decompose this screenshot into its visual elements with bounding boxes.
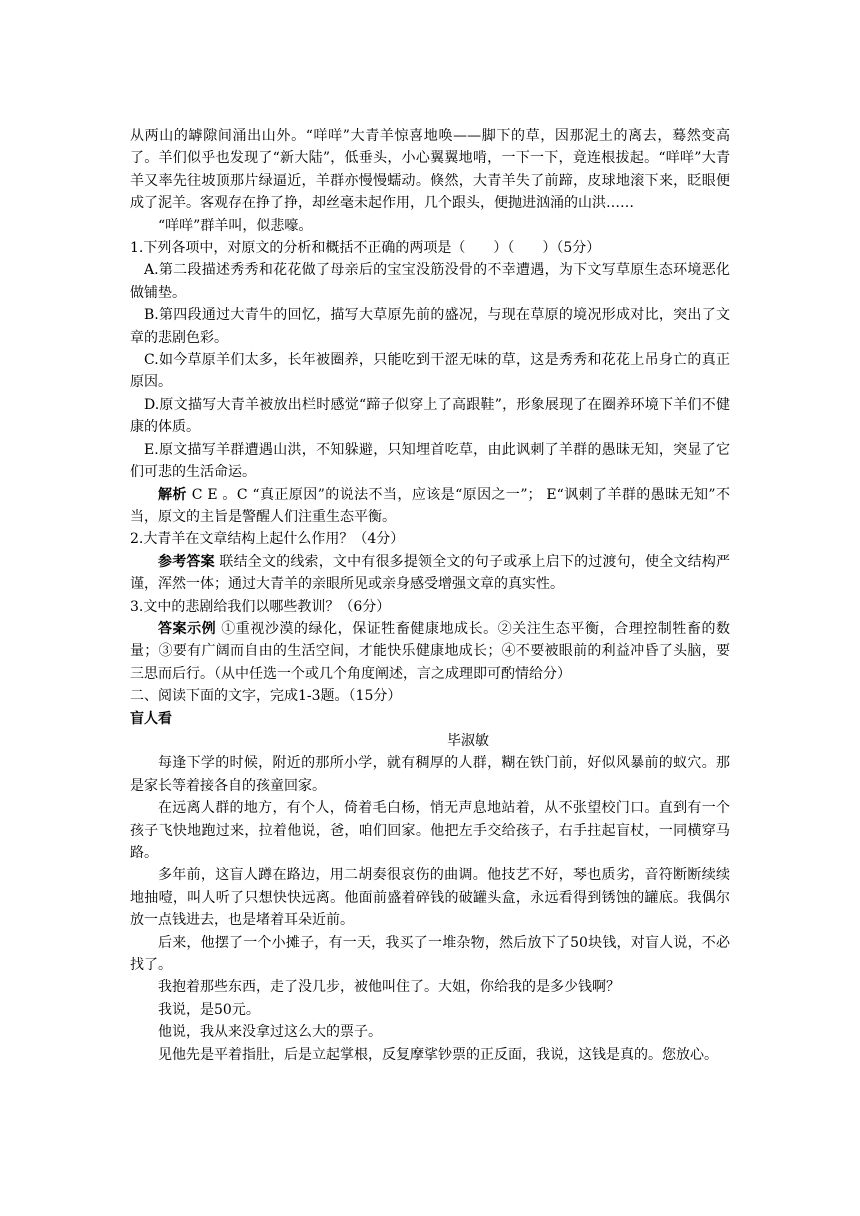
answer-label: 参考答案 [158,553,215,570]
article-author: 毕淑敏 [447,732,489,749]
question-1-option-e: E.原文描写羊群遭遇山洪，不知躲避，只知埋首吃草，由此讽刺了羊群的愚昧无知，突显了它们可悲的生活命运。 [130,441,730,481]
question-2-answer [130,551,730,596]
question-1-answer [130,484,730,529]
article-paragraph: 我说，是50元。 [158,1001,260,1018]
answer-label: 解析 [158,486,187,503]
section-2-heading: 二、阅读下面的文字，完成1-3题。（15分） [130,688,402,705]
document-page [130,125,730,1066]
question-1-option-c: C.如今草原羊们太多，长年被圈养，只能吃到干涩无味的草，这是秀秀和花花上吊身亡的真正原因。 [130,352,730,391]
passage-last-line: “咩咩”群羊叫，似悲嚎。 [158,217,313,234]
question-1-option-a: A.第二段描述秀秀和花花做了母亲后的宝宝没筋没骨的不幸遭遇，为下文写草原生态环境恶化做铺垫。 [130,262,730,301]
article-paragraph: 后来，他摆了一个小摊子，有一天，我买了一堆杂物，然后放下了50块钱，对盲人说，不必找了。 [130,934,730,974]
article-paragraph: 每逢下学的时候，附近的那所小学，就有稠厚的人群，糊在铁门前，好似风暴前的蚁穴。那是家长等着接各自的孩童回家。 [130,755,730,794]
article-paragraph: 多年前，这盲人蹲在路边，用二胡奏很哀伤的曲调。他技艺不好，琴也质劣，音符断断续续地抽噎，叫人听了只想快快远离。他面前盛着碎钱的破罐头盒，永远看得到锈蚀的罐底。我偶尔放一点钱进去，也是堵着耳朵近前。 [130,867,730,929]
question-3-stem: 3.文中的悲剧给我们以哪些教训？（6分） [130,598,391,615]
article-paragraph: 我抱着那些东西，走了没几步，被他叫住了。大姐，你给我的是多少钱啊？ [158,979,620,996]
question-1-option-d: D.原文描写大青羊被放出栏时感觉“蹄子似穿上了高跟鞋”，形象展现了在圈养环境下羊们不健康的体质。 [130,396,730,436]
answer-label: 答案示例 [158,620,217,637]
question-1-option-b: B.第四段通过大青牛的回忆，描写大草原先前的盛况，与现在草原的境况形成对比，突出了文章的悲剧色彩。 [130,307,730,346]
article-paragraph: 见他先是平着指肚，后是立起掌根，反复摩挲钞票的正反面，我说，这钱是真的。您放心。 [158,1046,718,1063]
passage-paragraph: 从两山的罅隙间涌出山外。“咩咩”大青羊惊喜地唤——脚下的草，因那泥土的离去，蓦然变高了。羊们似乎也发现了“新大陆”，低垂头，小心翼翼地啃，一下一下，竟连根拔起。“咩咩”大青羊又率先往坡顶那片绿逼近，羊群亦慢慢蠕动。倏然，大青羊失了前蹄，皮球地滚下来，眨眼便成了泥羊。客观存在挣了挣，却丝毫未起作用，几个跟头，便抛进汹涌的山洪…… [130,128,730,212]
question-1-stem: 1.下列各项中，对原文的分析和概括不正确的两项是（ ）（ ）（5分） [130,240,601,257]
article-paragraph: 他说，我从来没拿过这么大的票子。 [158,1024,382,1041]
article-paragraph: 在远离人群的地方，有个人，倚着毛白杨，悄无声息地站着，从不张望校门口。直到有一个孩子飞快地跑过来，拉着他说，爸，咱们回家。他把左手交给孩子，右手拄起盲杖，一同横穿马路。 [130,800,730,861]
question-3-answer [130,618,730,685]
answer-text: C E 。C “真正原因”的说法不当，应该是“原因之一”； E“讽刺了羊群的愚昧无知”不当，原文的主旨是警醒人们注重生态平衡。 [130,486,731,525]
question-2-stem: 2.大青羊在文章结构上起什么作用？（4分） [130,531,405,548]
article-title: 盲人看 [130,710,172,727]
answer-text: ①重视沙漠的绿化，保证牲畜健康地成长。②关注生态平衡，合理控制牲畜的数量；③要有广阔而自由的生活空间，才能快乐健康地成长；④不要被眼前的利益冲昏了头脑，要三思而后行。（从中任选一个或几个角度阐述，言之成理即可酌情给分） [130,620,731,682]
answer-text: 联结全文的线索，文中有很多提领全文的句子或承上启下的过渡句，使全文结构严谨，浑然一体；通过大青羊的亲眼所见或亲身感受增强文章的真实性。 [130,553,731,593]
